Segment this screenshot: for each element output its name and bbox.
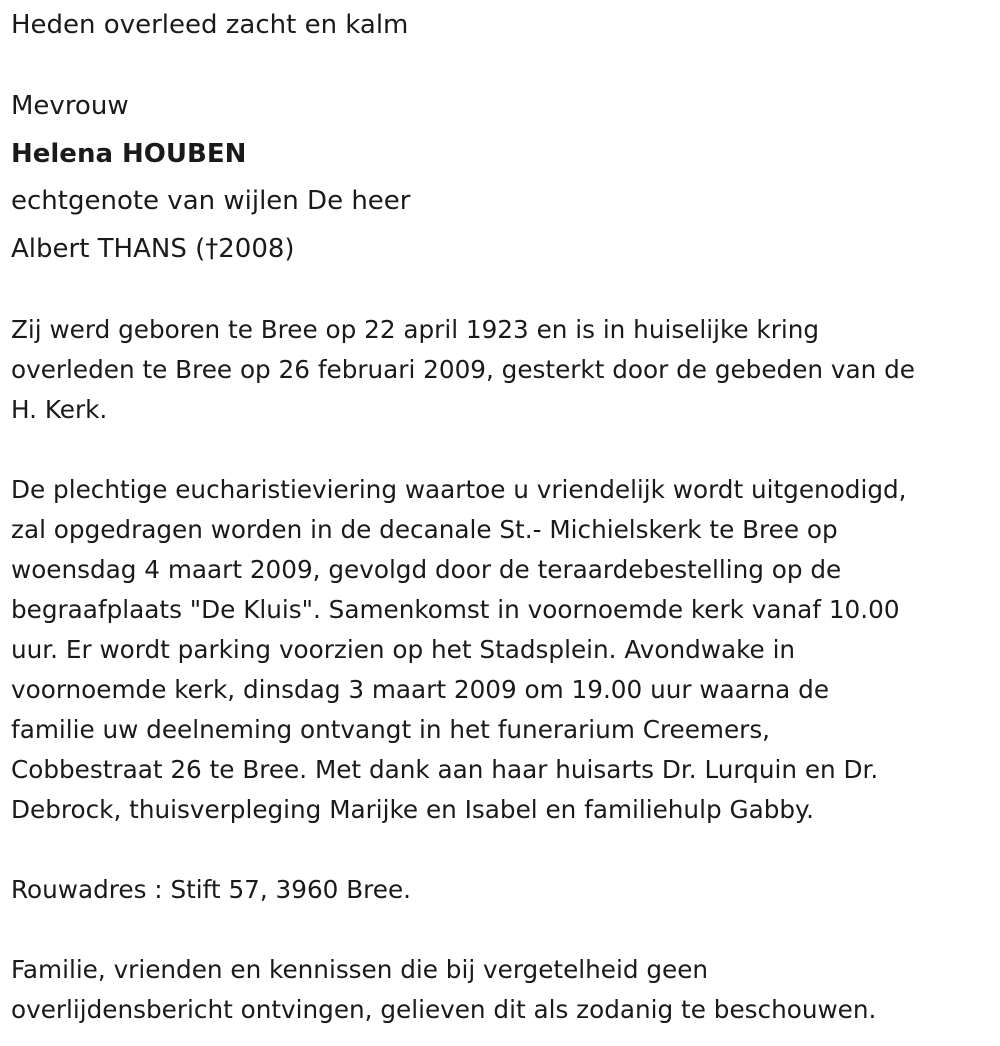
paragraph-line: Familie, vrienden en kennissen die bij vergetelheid geen: [11, 955, 709, 984]
birth-death-paragraph: [11, 310, 996, 430]
paragraph-line: uur. Er wordt parking voorzien op het Stadsplein. Avondwake in: [11, 635, 796, 664]
paragraph-line: familie uw deelneming ontvangt in het funerarium Creemers,: [11, 715, 771, 744]
closing-paragraph: [11, 950, 996, 1030]
spouse-line-1: echtgenote van wijlen De heer: [11, 186, 411, 216]
paragraph-line: Zij werd geboren te Bree op 22 april 1923 en is in huiselijke kring: [11, 315, 820, 344]
paragraph-line: H. Kerk.: [11, 395, 108, 424]
honorific: Mevrouw: [11, 91, 129, 121]
mourning-address: Rouwadres : Stift 57, 3960 Bree.: [11, 875, 412, 904]
paragraph-line: overleden te Bree op 26 februari 2009, gesterkt door de gebeden van de: [11, 355, 915, 384]
deceased-name: Helena HOUBEN: [11, 139, 247, 169]
paragraph-line: overlijdensbericht ontvingen, gelieven dit als zodanig te beschouwen.: [11, 995, 877, 1024]
paragraph-line: Cobbestraat 26 te Bree. Met dank aan haar huisarts Dr. Lurquin en Dr.: [11, 755, 879, 784]
paragraph-line: woensdag 4 maart 2009, gevolgd door de teraardebestelling op de: [11, 555, 842, 584]
opening-line: Heden overleed zacht en kalm: [11, 10, 409, 40]
paragraph-line: Debrock, thuisverpleging Marijke en Isabel en familiehulp Gabby.: [11, 795, 814, 824]
spouse-line-2: Albert THANS (†2008): [11, 234, 295, 264]
paragraph-line: zal opgedragen worden in de decanale St.- Michielskerk te Bree op: [11, 515, 838, 544]
paragraph-line: begraafplaats "De Kluis". Samenkomst in voornoemde kerk vanaf 10.00: [11, 595, 900, 624]
paragraph-line: De plechtige eucharistieviering waartoe u vriendelijk wordt uitgenodigd,: [11, 475, 907, 504]
ceremony-paragraph: [11, 470, 996, 830]
paragraph-line: voornoemde kerk, dinsdag 3 maart 2009 om 19.00 uur waarna de: [11, 675, 830, 704]
